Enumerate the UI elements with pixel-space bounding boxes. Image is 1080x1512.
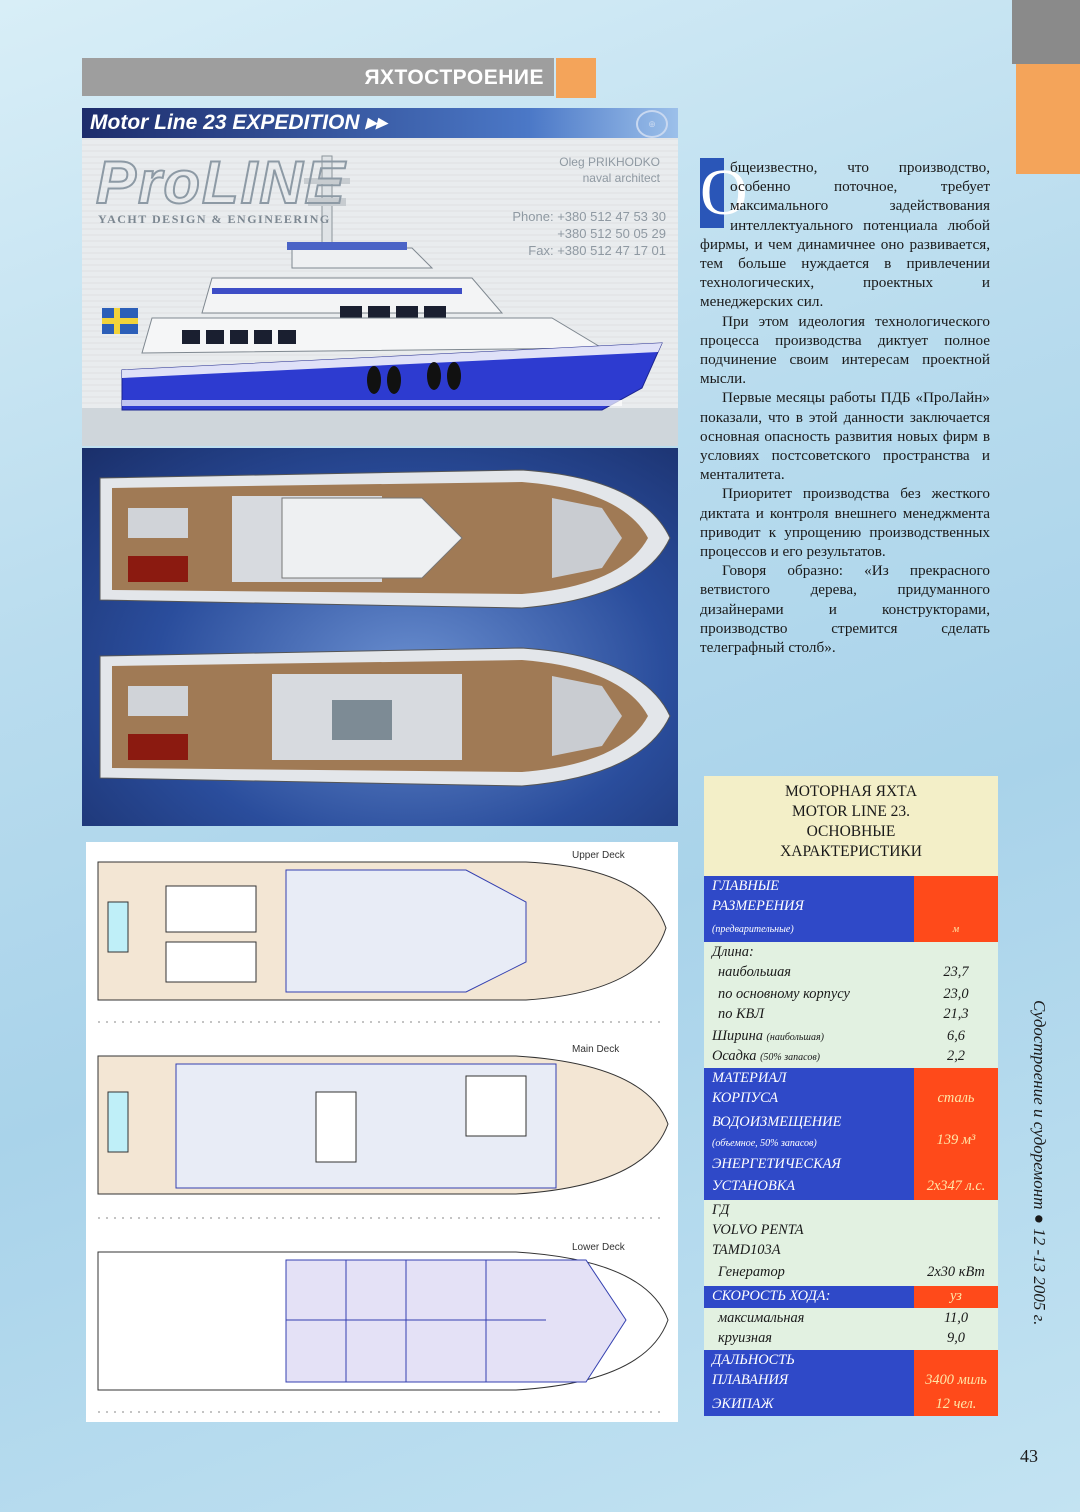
contact-info xyxy=(456,208,666,259)
globe-logo-icon: ⊕ xyxy=(636,110,668,138)
spec-dims-note: (предварительные) xyxy=(712,924,794,935)
spec-dims-label-2: РАЗМЕРЕНИЯ xyxy=(712,898,804,914)
main-deck-label: Main Deck xyxy=(572,1044,620,1055)
spec-speed-unit: уз xyxy=(914,1286,998,1308)
page-number: 43 xyxy=(1020,1446,1038,1466)
spec-material-label-1: МАТЕРИАЛ xyxy=(712,1070,787,1086)
yacht-top-views xyxy=(82,448,678,826)
spec-crew-label: ЭКИПАЖ xyxy=(712,1396,774,1412)
spec-material-label-2: КОРПУСА xyxy=(712,1090,778,1106)
spec-caption-line-1: МОТОРНАЯ ЯХТА xyxy=(784,783,918,800)
architect-info xyxy=(500,154,660,186)
spec-generator-value: 2х30 кВт xyxy=(914,1264,998,1281)
spec-kvl-value: 21,3 xyxy=(914,1006,998,1023)
spec-max-speed-value: 11,0 xyxy=(914,1310,998,1327)
spec-row-crew xyxy=(704,1394,998,1416)
spec-power-label-1: ЭНЕРГЕТИЧЕСКАЯ xyxy=(712,1156,841,1172)
spec-engine-block xyxy=(704,1200,998,1286)
upper-deck-plan xyxy=(98,862,666,1022)
spec-range-label-2: ПЛАВАНИЯ xyxy=(712,1372,789,1388)
corner-orange-tab xyxy=(1016,64,1080,174)
article-body xyxy=(700,158,990,657)
spec-caption-line-2: MOTOR LINE 23. xyxy=(791,803,911,820)
proline-tagline: YACHT DESIGN & ENGINEERING xyxy=(98,212,331,226)
journal-vertical-title xyxy=(1004,1000,1054,1420)
spec-crew-value: 12 чел. xyxy=(914,1394,998,1416)
spec-draft-label xyxy=(712,1048,820,1065)
spec-beam-label xyxy=(712,1028,824,1045)
spec-draft-note: (50% запасов) xyxy=(760,1052,820,1063)
spec-max-speed-label: максимальная xyxy=(718,1310,805,1326)
spec-row-range xyxy=(704,1350,998,1394)
phone-1: Phone: +380 512 47 53 30 xyxy=(512,209,666,224)
phone-2: +380 512 50 05 29 xyxy=(557,226,666,241)
fax: Fax: +380 512 47 17 01 xyxy=(528,243,666,258)
spec-beam-text: Ширина xyxy=(712,1028,763,1044)
spec-cruise-speed-label: круизная xyxy=(718,1330,772,1346)
spec-draft-text: Осадка xyxy=(712,1048,757,1064)
spec-displacement-note: (объемное, 50% запасов) xyxy=(712,1138,817,1149)
spec-hull-value: 23,0 xyxy=(914,986,998,1003)
spec-dims-unit: м xyxy=(914,876,998,942)
spec-range-value: 3400 миль xyxy=(914,1350,998,1394)
spec-kvl-label: по КВЛ xyxy=(718,1006,765,1022)
proline-logo: ProLINE xyxy=(96,149,347,216)
lower-deck-plan xyxy=(98,1252,668,1412)
top-view-main xyxy=(100,648,670,786)
article-paragraph-2: При этом идеология технологического процесса производства диктует полное подчинение своим интересам проектной мысли. xyxy=(700,312,990,388)
spec-material-value: сталь xyxy=(914,1068,998,1112)
journal-vertical-title-text: Судостроение и судоремонт ● 12 -13 2005 г. xyxy=(1030,1000,1049,1326)
article-paragraph-5: Говоря образно: «Из прекрасного ветвистого дерева, придуманного дизайнерами и конструкторами, производство стремится сделать телеграфный столб». xyxy=(700,562,990,657)
spec-engine-line-1: VOLVO PENTA xyxy=(712,1222,804,1238)
deck-plans-panel xyxy=(86,842,678,1422)
spec-row-power xyxy=(704,1154,998,1200)
spec-cruise-speed-value: 9,0 xyxy=(914,1330,998,1347)
article-paragraph-3: Первые месяцы работы ПДБ «ПроЛайн» показали, что в этой данности заключается основная опасность развития новых фирм в условиях постсоветского пространства и менталитета. xyxy=(700,389,990,484)
corner-gray-tab xyxy=(1012,0,1080,64)
top-view-drawings xyxy=(82,448,678,826)
spec-caption-line-4: ХАРАКТЕРИСТИКИ xyxy=(780,843,922,860)
main-deck-plan xyxy=(98,1056,668,1218)
spec-engine-line-2: TAMD103A xyxy=(712,1242,781,1258)
model-title-text: Motor Line 23 EXPEDITION xyxy=(90,111,360,134)
spec-speed-label: СКОРОСТЬ ХОДА: xyxy=(712,1288,831,1304)
architect-role: naval architect xyxy=(582,171,660,185)
spec-range-label-1: ДАЛЬНОСТЬ xyxy=(712,1352,795,1368)
section-title: ЯХТОСТРОЕНИЕ xyxy=(364,66,544,89)
architect-name: Oleg PRIKHODKO xyxy=(559,155,660,169)
spec-caption xyxy=(704,782,998,862)
spec-row-material xyxy=(704,1068,998,1112)
spec-displacement-value: 139 м³ xyxy=(914,1112,998,1154)
deck-plan-drawings xyxy=(86,842,678,1422)
article-paragraph-1 xyxy=(700,158,990,312)
spec-caption-line-3: ОСНОВНЫЕ xyxy=(806,823,896,840)
section-orange-square xyxy=(556,58,596,98)
model-title xyxy=(90,108,386,138)
spec-dims-label-1: ГЛАВНЫЕ xyxy=(712,878,780,894)
spec-power-label-2: УСТАНОВКА xyxy=(712,1178,796,1194)
top-view-upper xyxy=(100,470,670,608)
spec-speed-block xyxy=(704,1308,998,1350)
spec-dimensions-block xyxy=(704,942,998,1068)
upper-deck-label: Upper Deck xyxy=(572,850,625,861)
spec-hull-label: по основному корпусу xyxy=(718,986,850,1002)
article-paragraph-1-text: бщеизвестно, что производство, особенно поточное, требует максимального задействования интеллектуального потенциала любой фирмы, и чем динамичнее оно развивается, тем больше нуждается в привлечении технологических, проектных и менеджерских сил. xyxy=(700,159,990,311)
spec-power-value: 2х347 л.с. xyxy=(914,1154,998,1200)
spec-length-label: Длина: xyxy=(712,944,754,960)
spec-row-speed xyxy=(704,1286,998,1308)
spec-gd-label: ГД xyxy=(712,1202,730,1218)
lower-deck-label: Lower Deck xyxy=(572,1242,625,1253)
double-arrow-icon: ▸▸ xyxy=(365,111,387,134)
spec-generator-label: Генератор xyxy=(718,1264,785,1280)
spec-loa-label: наибольшая xyxy=(718,964,791,980)
spec-displacement-label: ВОДОИЗМЕЩЕНИЕ xyxy=(712,1114,842,1130)
spec-row-dimensions-header xyxy=(704,876,998,942)
article-paragraph-4: Приоритет производства без жесткого диктата и контроля внешнего менеджмента приводит к упрощению производственных процессов и его результатов. xyxy=(700,485,990,561)
dropcap: О xyxy=(700,156,748,229)
spec-draft-value: 2,2 xyxy=(914,1048,998,1065)
spec-loa-value: 23,7 xyxy=(914,964,998,981)
spec-row-displacement xyxy=(704,1112,998,1154)
spec-beam-value: 6,6 xyxy=(914,1028,998,1045)
spec-beam-note: (наибольшая) xyxy=(766,1032,824,1043)
